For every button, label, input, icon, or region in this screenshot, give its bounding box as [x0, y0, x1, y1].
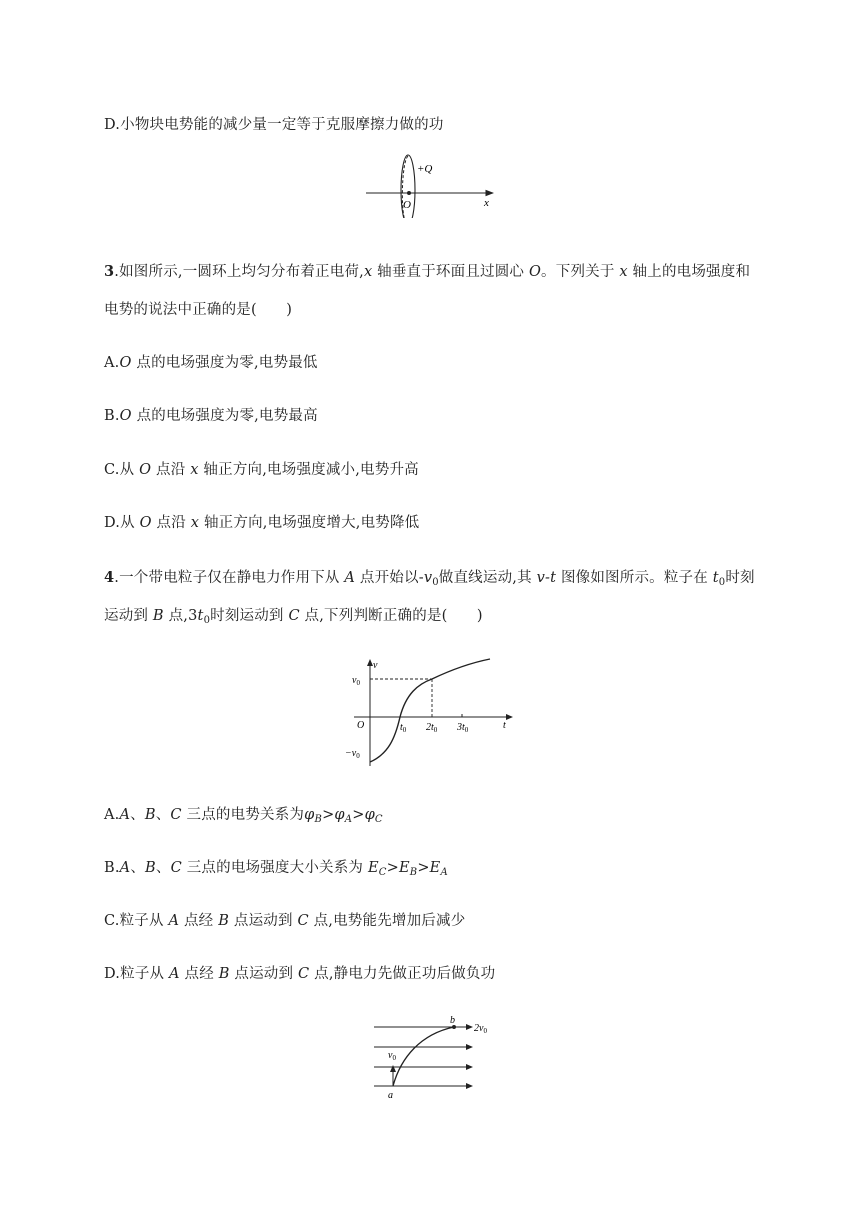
e-symbol: E	[398, 860, 410, 876]
q3-option-a	[104, 351, 318, 372]
vt-curve	[370, 659, 490, 762]
option-text: D.从	[104, 515, 140, 531]
q3-option-d	[104, 511, 419, 532]
option-text: 点经	[179, 913, 219, 929]
origin-label: O	[403, 199, 411, 211]
option-text: B.	[104, 408, 120, 424]
option-text: 轴正方向,电场强度增大,电势降低	[199, 515, 420, 531]
option-text: A.	[104, 355, 120, 371]
option-text: 点运动到	[229, 913, 298, 929]
q4-option-d	[104, 962, 495, 983]
a-label: a	[388, 1090, 393, 1100]
q3-option-b	[104, 404, 318, 425]
option-text: 点,静电力先做正功后做负功	[309, 966, 496, 982]
q3-var-x: x	[619, 264, 628, 280]
q4-text: 运动到	[104, 608, 153, 624]
v-axis-label: v	[373, 660, 378, 671]
e-symbol: E	[367, 860, 379, 876]
subscript: B	[314, 814, 323, 825]
subscript: A	[344, 814, 353, 825]
var-c: C	[297, 913, 309, 929]
v2-label: $2v_0$	[474, 1023, 487, 1035]
phi-symbol: φ	[334, 807, 345, 823]
t0-label: $t_0$	[400, 722, 407, 734]
option-text: 点的电场强度为零,电势最低	[131, 355, 318, 371]
separator: 、	[130, 807, 145, 823]
t3-label: $3t_0$	[457, 722, 469, 734]
option-text: 点经	[179, 966, 219, 982]
subscript: C	[374, 814, 383, 825]
phi-symbol: φ	[304, 807, 315, 823]
q4-text: .一个带电粒子仅在静电力作用下从	[114, 570, 345, 586]
subscript: C	[378, 867, 387, 878]
option-text: 点,电势能先增加后减少	[308, 913, 466, 929]
option-text: A.	[104, 807, 120, 823]
q4-option-a	[104, 803, 383, 825]
var-o: O	[119, 408, 132, 424]
t-axis-label: t	[503, 720, 506, 731]
option-text: B.	[104, 860, 120, 876]
q4-text: 点,下列判断正确的是( )	[299, 608, 483, 624]
var-b: B	[152, 608, 164, 624]
vt-graph-figure	[340, 654, 520, 774]
option-text: C.粒子从	[104, 913, 169, 929]
option-text: 三点的电场强度大小关系为	[181, 860, 368, 876]
charge-label: +Q	[417, 163, 433, 175]
option-text: 轴正方向,电场强度减小,电势升高	[198, 462, 419, 478]
var-b: B	[218, 966, 230, 982]
var-t: t	[197, 608, 204, 624]
q4-stem-line1	[104, 566, 755, 588]
var-a: A	[119, 860, 131, 876]
t2-label: $2t_0$	[426, 722, 438, 734]
q3-number: 3	[104, 263, 115, 280]
option-text: 点的电场强度为零,电势最高	[131, 408, 318, 424]
q4-text: 点,3	[163, 608, 198, 624]
subscript: B	[409, 867, 418, 878]
option-text: 点沿	[151, 515, 191, 531]
var-x: x	[190, 462, 199, 478]
var-a: A	[168, 913, 180, 929]
var-t: t	[712, 570, 719, 586]
gt-symbol: >	[352, 807, 365, 823]
option-text: D.粒子从	[104, 966, 170, 982]
var-b: B	[144, 807, 156, 823]
var-b: B	[218, 913, 230, 929]
phi-symbol: φ	[364, 807, 375, 823]
var-a: A	[169, 966, 180, 982]
q4-text: 做直线运动,其	[438, 570, 537, 586]
var-a: A	[119, 807, 131, 823]
ring-figure	[360, 150, 500, 218]
option-text: C.从	[104, 462, 140, 478]
trajectory-curve	[393, 1027, 454, 1086]
subscript: 0	[203, 615, 211, 626]
subscript: A	[440, 867, 448, 878]
q2-option-d: D.小物块电势能的减少量一定等于克服摩擦力做的功	[104, 117, 444, 133]
q4-text: 图像如图所示。粒子在	[556, 570, 713, 586]
var-o: O	[139, 462, 152, 478]
option-text: 三点的电势关系为	[181, 807, 305, 823]
var-o: O	[119, 355, 132, 371]
q4-text: 时刻	[725, 570, 755, 586]
origin-label: O	[357, 720, 365, 731]
q3-text: 。下列关于	[541, 264, 620, 280]
v0-label: $v_0$	[352, 675, 360, 687]
var-x: x	[190, 515, 200, 531]
field-figure	[366, 1012, 506, 1100]
var-c: C	[170, 807, 182, 823]
q4-number: 4	[104, 569, 115, 586]
q3-stem-line2: 电势的说法中正确的是( )	[104, 302, 293, 318]
q3-option-c	[104, 458, 419, 479]
separator: 、	[130, 860, 146, 876]
gt-symbol: >	[417, 860, 430, 876]
q3-text: 轴垂直于环面且过圆心	[372, 264, 529, 280]
b-label: b	[450, 1015, 455, 1026]
v0-label: $v_0$	[388, 1050, 396, 1062]
gt-symbol: >	[386, 860, 399, 876]
x-axis-label: x	[484, 197, 489, 209]
q3-var-o: O	[528, 264, 542, 280]
q3-text: 轴上的电场强度和	[627, 264, 751, 280]
q4-option-b	[104, 856, 448, 878]
option-text: 点运动到	[229, 966, 299, 982]
ring-center-point	[407, 191, 411, 195]
var-v: v	[423, 570, 433, 586]
separator: 、	[155, 807, 171, 823]
var-o: O	[139, 515, 152, 531]
gt-symbol: >	[322, 807, 335, 823]
q4-stem-line2	[104, 604, 483, 626]
var-vt: v-t	[536, 570, 557, 586]
subscript: 0	[718, 577, 726, 588]
neg-v0-label: $-v_0$	[345, 748, 360, 760]
subscript: 0	[432, 577, 439, 588]
var-c: C	[298, 966, 310, 982]
e-symbol: E	[429, 860, 441, 876]
var-c: C	[170, 860, 182, 876]
option-text: 点沿	[151, 462, 191, 478]
var-a: A	[344, 570, 356, 586]
q3-text: .如图所示,一圆环上均匀分布着正电荷,	[114, 264, 364, 280]
q4-text: 点开始以-	[355, 570, 424, 586]
var-c: C	[288, 608, 300, 624]
separator: 、	[155, 860, 171, 876]
q3-var-x: x	[363, 264, 373, 280]
q4-text: 时刻运动到	[210, 608, 289, 624]
q3-stem-line1	[104, 260, 750, 281]
var-b: B	[145, 860, 156, 876]
q4-option-c	[104, 909, 465, 930]
